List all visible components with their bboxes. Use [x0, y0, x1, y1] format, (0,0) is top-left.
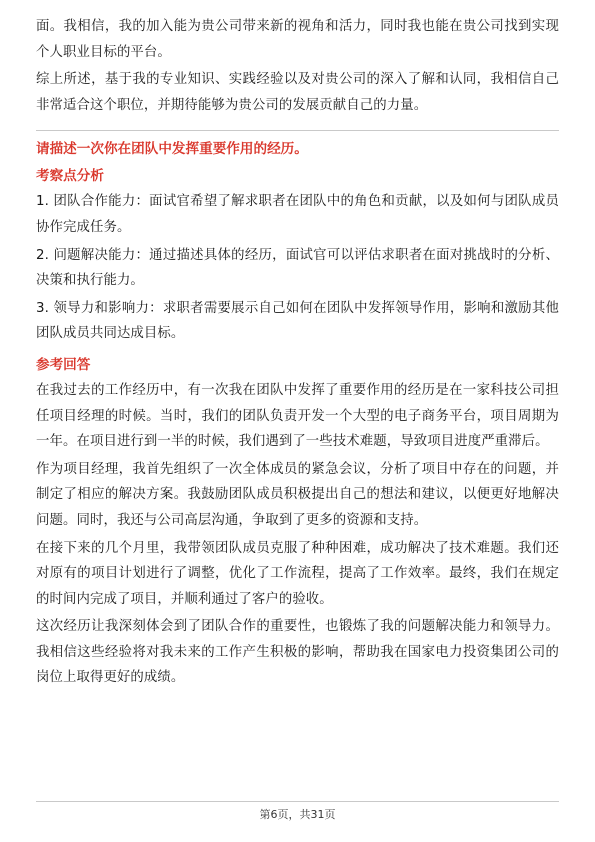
answer-paragraph-2: 作为项目经理，我首先组织了一次全体成员的紧急会议，分析了项目中存在的问题，并制定了相应的解决方案。我鼓励团队成员积极提出自己的想法和建议，以便更好地解决问题。同时，我还与公司高层沟通，争取到了更多的资源和支持。 — [36, 461, 559, 528]
page-content — [36, 14, 559, 693]
interview-question: 请描述一次你在团队中发挥重要作用的经历。 — [36, 141, 308, 158]
page-number: 第6页，共31页 — [259, 808, 336, 821]
analysis-title: 考察点分析 — [36, 168, 104, 185]
answer-paragraph-1: 在我过去的工作经历中，有一次我在团队中发挥了重要作用的经历是在一家科技公司担任项目经理的时候。当时，我们的团队负责开发一个大型的电子商务平台，项目周期为一年。在项目进行到一半的时候，我们遇到了一些技术难题，导致项目进度严重滞后。 — [36, 382, 559, 450]
analysis-item-3: 3. 领导力和影响力：求职者需要展示自己如何在团队中发挥领导作用，影响和激励其他团队成员共同达成目标。 — [36, 300, 559, 342]
answer-title: 参考回答 — [36, 356, 91, 373]
footer-divider — [36, 801, 559, 802]
answer-paragraph-3: 在接下来的几个月里，我带领团队成员克服了种种困难，成功解决了技术难题。我们还对原有的项目计划进行了调整，优化了工作流程，提高了工作效率。最终，我们在规定的时间内完成了项目，并顺利通过了客户的验收。 — [36, 540, 559, 607]
section-divider — [36, 130, 559, 131]
intro-paragraph-2: 综上所述，基于我的专业知识、实践经验以及对贵公司的深入了解和认同，我相信自己非常适合这个职位，并期待能够为贵公司的发展贡献自己的力量。 — [36, 72, 559, 113]
intro-paragraph-1: 面。我相信，我的加入能为贵公司带来新的视角和活力，同时我也能在贵公司找到实现个人职业目标的平台。 — [36, 19, 559, 60]
answer-paragraph-4: 这次经历让我深刻体会到了团队合作的重要性，也锻炼了我的问题解决能力和领导力。我相信这些经验将对我未来的工作产生积极的影响，帮助我在国家电力投资集团公司的岗位上取得更好的成绩。 — [36, 619, 559, 686]
analysis-item-1: 1. 团队合作能力：面试官希望了解求职者在团队中的角色和贡献，以及如何与团队成员协作完成任务。 — [36, 194, 559, 235]
analysis-item-2: 2. 问题解决能力：通过描述具体的经历，面试官可以评估求职者在面对挑战时的分析、决策和执行能力。 — [36, 247, 559, 289]
